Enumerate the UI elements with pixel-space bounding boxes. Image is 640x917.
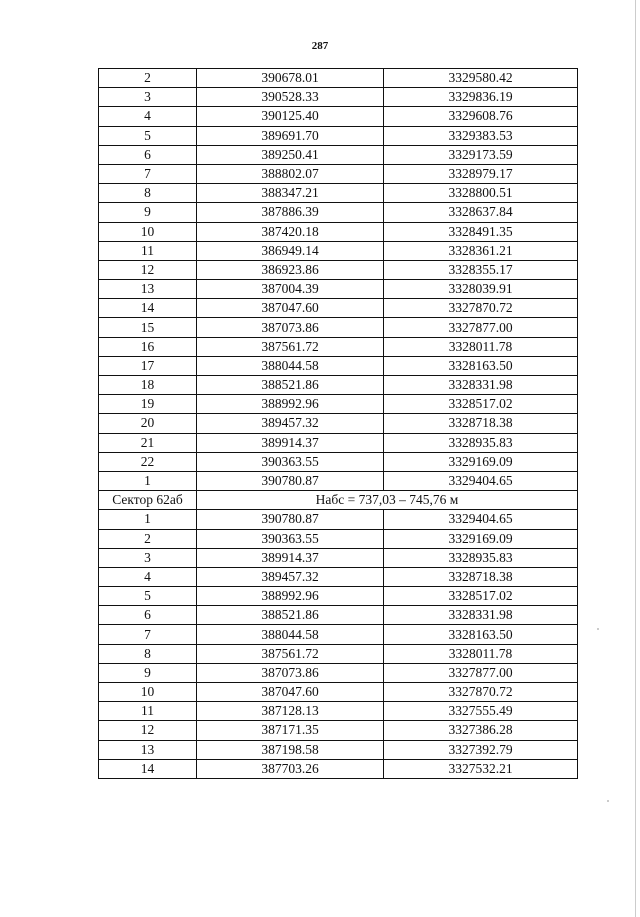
y-coordinate-cell: 3327870.72 — [384, 683, 578, 702]
table-row — [99, 433, 578, 452]
sector-label: Сектор 62аб — [99, 491, 197, 510]
x-coordinate-cell: 389914.37 — [197, 433, 384, 452]
table-row — [99, 376, 578, 395]
table-row — [99, 529, 578, 548]
y-coordinate-cell: 3329836.19 — [384, 88, 578, 107]
table-row — [99, 395, 578, 414]
point-number-cell: 11 — [99, 702, 197, 721]
y-coordinate-cell: 3329169.09 — [384, 452, 578, 471]
x-coordinate-cell: 386923.86 — [197, 260, 384, 279]
y-coordinate-cell: 3328331.98 — [384, 606, 578, 625]
table-row — [99, 203, 578, 222]
x-coordinate-cell: 387047.60 — [197, 683, 384, 702]
y-coordinate-cell: 3328800.51 — [384, 184, 578, 203]
table-row — [99, 740, 578, 759]
x-coordinate-cell: 390780.87 — [197, 471, 384, 490]
point-number-cell: 1 — [99, 510, 197, 529]
x-coordinate-cell: 387004.39 — [197, 280, 384, 299]
y-coordinate-cell: 3327555.49 — [384, 702, 578, 721]
y-coordinate-cell: 3328011.78 — [384, 644, 578, 663]
table-row — [99, 241, 578, 260]
point-number-cell: 14 — [99, 299, 197, 318]
y-coordinate-cell: 3328011.78 — [384, 337, 578, 356]
table-row — [99, 471, 578, 490]
x-coordinate-cell: 387561.72 — [197, 337, 384, 356]
point-number-cell: 7 — [99, 625, 197, 644]
point-number-cell: 13 — [99, 280, 197, 299]
coordinates-table — [98, 68, 578, 779]
point-number-cell: 8 — [99, 644, 197, 663]
point-number-cell: 2 — [99, 69, 197, 88]
y-coordinate-cell: 3329383.53 — [384, 126, 578, 145]
y-coordinate-cell: 3329404.65 — [384, 471, 578, 490]
y-coordinate-cell: 3329173.59 — [384, 145, 578, 164]
table-row — [99, 356, 578, 375]
table-row — [99, 318, 578, 337]
point-number-cell: 10 — [99, 222, 197, 241]
y-coordinate-cell: 3328331.98 — [384, 376, 578, 395]
point-number-cell: 8 — [99, 184, 197, 203]
y-coordinate-cell: 3327870.72 — [384, 299, 578, 318]
y-coordinate-cell: 3329580.42 — [384, 69, 578, 88]
x-coordinate-cell: 390363.55 — [197, 529, 384, 548]
x-coordinate-cell: 388992.96 — [197, 395, 384, 414]
table-row — [99, 414, 578, 433]
table-row — [99, 587, 578, 606]
table-row — [99, 337, 578, 356]
y-coordinate-cell: 3327386.28 — [384, 721, 578, 740]
x-coordinate-cell: 387198.58 — [197, 740, 384, 759]
table-row — [99, 184, 578, 203]
scan-speck — [607, 800, 609, 802]
y-coordinate-cell: 3328935.83 — [384, 548, 578, 567]
table-row — [99, 548, 578, 567]
x-coordinate-cell: 387128.13 — [197, 702, 384, 721]
x-coordinate-cell: 388347.21 — [197, 184, 384, 203]
y-coordinate-cell: 3328163.50 — [384, 625, 578, 644]
table-row — [99, 452, 578, 471]
point-number-cell: 12 — [99, 260, 197, 279]
y-coordinate-cell: 3329608.76 — [384, 107, 578, 126]
x-coordinate-cell: 388521.86 — [197, 606, 384, 625]
point-number-cell: 6 — [99, 145, 197, 164]
point-number-cell: 3 — [99, 548, 197, 567]
table-row — [99, 260, 578, 279]
y-coordinate-cell: 3328517.02 — [384, 587, 578, 606]
point-number-cell: 16 — [99, 337, 197, 356]
point-number-cell: 20 — [99, 414, 197, 433]
y-coordinate-cell: 3328355.17 — [384, 260, 578, 279]
y-coordinate-cell: 3328517.02 — [384, 395, 578, 414]
x-coordinate-cell: 390528.33 — [197, 88, 384, 107]
y-coordinate-cell: 3327877.00 — [384, 318, 578, 337]
point-number-cell: 21 — [99, 433, 197, 452]
table-row — [99, 759, 578, 778]
point-number-cell: 19 — [99, 395, 197, 414]
x-coordinate-cell: 387073.86 — [197, 318, 384, 337]
sector-header-row — [99, 491, 578, 510]
point-number-cell: 5 — [99, 587, 197, 606]
scan-speck — [597, 628, 599, 630]
x-coordinate-cell: 390363.55 — [197, 452, 384, 471]
y-coordinate-cell: 3328361.21 — [384, 241, 578, 260]
y-coordinate-cell: 3328163.50 — [384, 356, 578, 375]
coordinates-table-body — [99, 69, 578, 779]
x-coordinate-cell: 389691.70 — [197, 126, 384, 145]
x-coordinate-cell: 387561.72 — [197, 644, 384, 663]
y-coordinate-cell: 3329404.65 — [384, 510, 578, 529]
point-number-cell: 18 — [99, 376, 197, 395]
point-number-cell: 9 — [99, 203, 197, 222]
y-coordinate-cell: 3327877.00 — [384, 663, 578, 682]
x-coordinate-cell: 387047.60 — [197, 299, 384, 318]
x-coordinate-cell: 390678.01 — [197, 69, 384, 88]
x-coordinate-cell: 386949.14 — [197, 241, 384, 260]
table-row — [99, 164, 578, 183]
page-number: 287 — [311, 40, 329, 52]
y-coordinate-cell: 3327392.79 — [384, 740, 578, 759]
point-number-cell: 7 — [99, 164, 197, 183]
point-number-cell: 12 — [99, 721, 197, 740]
x-coordinate-cell: 390125.40 — [197, 107, 384, 126]
y-coordinate-cell: 3328718.38 — [384, 414, 578, 433]
y-coordinate-cell: 3329169.09 — [384, 529, 578, 548]
y-coordinate-cell: 3327532.21 — [384, 759, 578, 778]
table-row — [99, 107, 578, 126]
x-coordinate-cell: 390780.87 — [197, 510, 384, 529]
y-coordinate-cell: 3328718.38 — [384, 567, 578, 586]
point-number-cell: 10 — [99, 683, 197, 702]
point-number-cell: 3 — [99, 88, 197, 107]
point-number-cell: 14 — [99, 759, 197, 778]
table-row — [99, 567, 578, 586]
y-coordinate-cell: 3328491.35 — [384, 222, 578, 241]
x-coordinate-cell: 389457.32 — [197, 567, 384, 586]
x-coordinate-cell: 388521.86 — [197, 376, 384, 395]
x-coordinate-cell: 388802.07 — [197, 164, 384, 183]
table-row — [99, 145, 578, 164]
x-coordinate-cell: 387420.18 — [197, 222, 384, 241]
point-number-cell: 22 — [99, 452, 197, 471]
x-coordinate-cell: 388044.58 — [197, 356, 384, 375]
table-row — [99, 222, 578, 241]
table-row — [99, 299, 578, 318]
y-coordinate-cell: 3328935.83 — [384, 433, 578, 452]
point-number-cell: 5 — [99, 126, 197, 145]
table-row — [99, 280, 578, 299]
table-row — [99, 663, 578, 682]
y-coordinate-cell: 3328637.84 — [384, 203, 578, 222]
x-coordinate-cell: 389250.41 — [197, 145, 384, 164]
table-row — [99, 683, 578, 702]
table-row — [99, 510, 578, 529]
scan-edge-line — [635, 0, 636, 917]
table-row — [99, 88, 578, 107]
point-number-cell: 13 — [99, 740, 197, 759]
point-number-cell: 9 — [99, 663, 197, 682]
point-number-cell: 17 — [99, 356, 197, 375]
x-coordinate-cell: 387171.35 — [197, 721, 384, 740]
point-number-cell: 1 — [99, 471, 197, 490]
height-range: Набс = 737,03 – 745,76 м — [197, 491, 578, 510]
point-number-cell: 4 — [99, 567, 197, 586]
y-coordinate-cell: 3328039.91 — [384, 280, 578, 299]
x-coordinate-cell: 388044.58 — [197, 625, 384, 644]
point-number-cell: 4 — [99, 107, 197, 126]
table-row — [99, 126, 578, 145]
point-number-cell: 11 — [99, 241, 197, 260]
table-row — [99, 644, 578, 663]
x-coordinate-cell: 389914.37 — [197, 548, 384, 567]
point-number-cell: 2 — [99, 529, 197, 548]
table-row — [99, 69, 578, 88]
point-number-cell: 6 — [99, 606, 197, 625]
table-row — [99, 606, 578, 625]
x-coordinate-cell: 387073.86 — [197, 663, 384, 682]
x-coordinate-cell: 389457.32 — [197, 414, 384, 433]
x-coordinate-cell: 387886.39 — [197, 203, 384, 222]
table-row — [99, 625, 578, 644]
x-coordinate-cell: 388992.96 — [197, 587, 384, 606]
table-row — [99, 721, 578, 740]
y-coordinate-cell: 3328979.17 — [384, 164, 578, 183]
x-coordinate-cell: 387703.26 — [197, 759, 384, 778]
table-row — [99, 702, 578, 721]
point-number-cell: 15 — [99, 318, 197, 337]
